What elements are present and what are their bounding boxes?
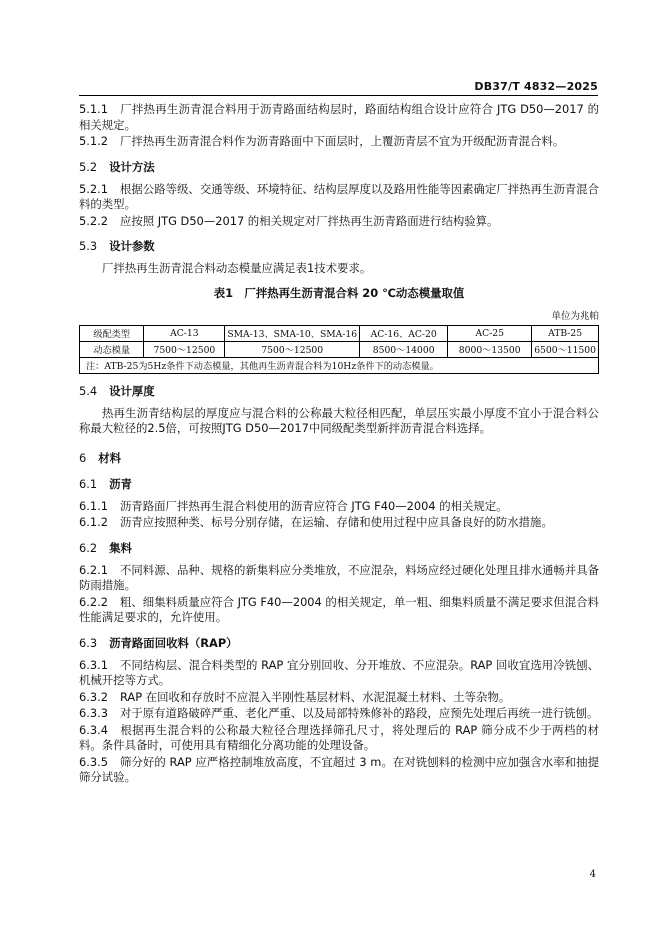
clause-6-3-4: 6.3.4 根据再生混合料的公称最大粒径合理选择筛孔尺寸，将处理后的 RAP 筛分成不少于两档的材料。条件具备时，可使用具有精细化分离功能的处理设备。	[79, 722, 599, 752]
table-note: 注：ATB-25为5Hz条件下动态模量，其他再生沥青混合料为10Hz条件下的动态模量。	[80, 357, 599, 373]
heading-6-3: 6.3 沥青路面回收料（RAP）	[79, 635, 238, 650]
page-number: 4	[589, 869, 596, 880]
paragraph-5-3: 厂拌热再生沥青混合料动态模量应满足表1技术要求。	[102, 261, 372, 275]
clause-5-1-2: 5.1.2 厂拌热再生沥青混合料作为沥青路面中下面层时，上覆沥青层不宜为开级配沥青混合料。	[79, 134, 565, 148]
table-1-title: 表1 厂拌热再生沥青混合料 20 ℃动态模量取值	[213, 285, 465, 300]
table-cell: SMA-13、SMA-10、SMA-16	[225, 325, 360, 341]
table-row	[80, 325, 599, 341]
table-cell: 7500～12500	[144, 341, 225, 357]
table-1	[79, 325, 599, 374]
standard-code: DB37/T 4832—2025	[474, 80, 598, 93]
clause-6-1-2: 6.1.2 沥青应按照种类、标号分别存储，在运输、存储和使用过程中应具备良好的防水措施。	[79, 515, 553, 529]
paragraph-5-4: 热再生沥青结构层的厚度应与混合料的公称最大粒径相匹配，单层压实最小厚度不宜小于混合料公称最大粒径的2.5倍，可按照JTG D50—2017中同级配类型新拌沥青混合料选择。	[79, 405, 599, 435]
header-rule	[79, 95, 598, 96]
table-1-unit: 单位为兆帕	[551, 310, 599, 322]
heading-5-2: 5.2 设计方法	[79, 159, 155, 174]
clause-6-3-2: 6.3.2 RAP 在回收和存放时不应混入半刚性基层材料、水泥混凝土材料、土等杂物。	[79, 689, 511, 704]
clause-5-1-1: 5.1.1 厂拌热再生沥青混合料用于沥青路面结构层时，路面结构组合设计应符合 JTG D50—2017 的相关规定。	[79, 102, 599, 132]
heading-6: 6 材料	[79, 450, 122, 465]
heading-6-2: 6.2 集料	[79, 540, 132, 555]
table-cell: 8500～14000	[360, 341, 448, 357]
table-row	[80, 341, 599, 357]
table-cell: ATB-25	[532, 325, 599, 341]
clause-6-2-1: 6.2.1 不同料源、品种、规格的新集料应分类堆放，不应混杂，料场应经过硬化处理且排水通畅并具备防雨措施。	[79, 562, 599, 592]
table-row	[80, 357, 599, 373]
clause-6-3-5: 6.3.5 筛分好的 RAP 应严格控制堆放高度，不宜超过 3 m。在对铣刨料的检测中应加强含水率和抽提筛分试验。	[79, 754, 599, 784]
heading-5-4: 5.4 设计厚度	[79, 383, 155, 398]
table-cell: AC-13	[144, 325, 225, 341]
clause-6-3-3: 6.3.3 对于原有道路破碎严重、老化严重、以及局部特殊修补的路段，应预先处理后再统一进行铣刨。	[79, 706, 599, 720]
clause-5-2-1: 5.2.1 根据公路等级、交通等级、环境特征、结构层厚度以及路用性能等因素确定厂拌热再生沥青混合料的类型。	[79, 181, 599, 211]
clause-5-2-2: 5.2.2 应按照 JTG D50—2017 的相关规定对厂拌热再生沥青路面进行结构验算。	[79, 213, 499, 228]
clause-6-3-1: 6.3.1 不同结构层、混合料类型的 RAP 宜分别回收、分开堆放、不应混杂。RAP 回收宜选用冷铣刨、机械开挖等方式。	[79, 657, 599, 687]
clause-6-1-1: 6.1.1 沥青路面厂拌热再生混合料使用的沥青应符合 JTG F40—2004 的相关规定。	[79, 498, 508, 513]
table-cell: 8000～13500	[448, 341, 532, 357]
table-cell: AC-16、AC-20	[360, 325, 448, 341]
table-cell: 级配类型	[80, 325, 144, 341]
clause-6-2-2: 6.2.2 粗、细集料质量应符合 JTG F40—2004 的相关规定，单一粗、细集料质量不满足要求但混合料性能满足要求的，允许使用。	[79, 594, 599, 624]
heading-5-3: 5.3 设计参数	[79, 239, 155, 253]
table-cell: 动态模量	[80, 341, 144, 357]
table-cell: AC-25	[448, 325, 532, 341]
table-cell: 6500～11500	[532, 341, 599, 357]
table-cell: 7500～12500	[225, 341, 360, 357]
heading-6-1: 6.1 沥青	[79, 476, 132, 491]
document-body	[79, 102, 599, 786]
